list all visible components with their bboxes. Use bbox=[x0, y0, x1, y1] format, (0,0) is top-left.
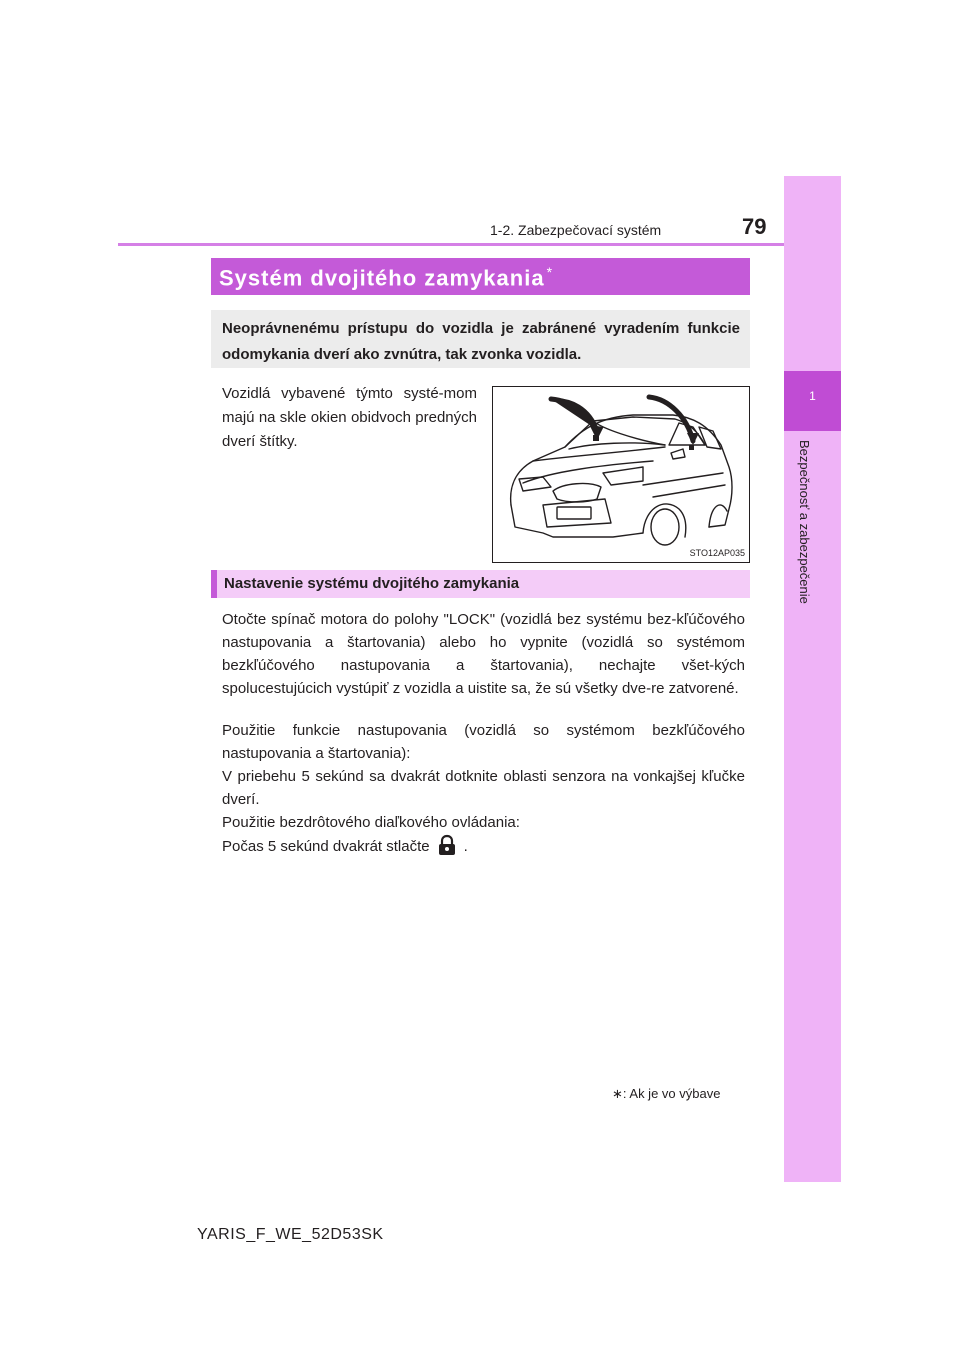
car-illustration bbox=[492, 386, 750, 563]
body-paragraph-2 bbox=[222, 719, 745, 811]
remote-instruction: Počas 5 sekúnd dvakrát stlačte . bbox=[222, 834, 745, 858]
chapter-side-tab bbox=[784, 176, 841, 1182]
car-drawing bbox=[493, 387, 749, 562]
lock-button-icon bbox=[436, 834, 458, 856]
page-title: Systém dvojitého zamykania * bbox=[219, 264, 554, 291]
figure-code: STO12AP035 bbox=[689, 548, 745, 558]
vehicle-label-paragraph: Vozidlá vybavené týmto systé-mom majú na skle okien obidvoch predných dverí štítky. bbox=[222, 385, 477, 450]
footnote: ∗: Ak je vo výbave bbox=[612, 1086, 721, 1101]
entry-function-instruction: V priebehu 5 sekúnd sa dvakrát dotknite oblasti senzora na vonkajšej kľučke dverí. bbox=[222, 768, 745, 808]
section-title: 1-2. Zabezpečovací systém bbox=[490, 222, 662, 238]
body-paragraph-1: Otočte spínač motora do polohy "LOCK" (vozidlá bez systému bez-kľúčového nastupovania a štartovania) alebo ho vypnite (vozidlá so systémom bezkľúčového nastupovania a štartovania), nechajte všet-kých spolucestujúcich vystúpiť z vozidla a uistite sa, že sú všetky dve-re zatvorené. bbox=[222, 611, 745, 697]
body-paragraph-3 bbox=[222, 811, 745, 858]
intro-text: Neoprávnenému prístupu do vozidla je zabránené vyradením funkcie odomykania dverí ako zvnútra, tak zvonka vozidla. bbox=[222, 320, 740, 363]
subheading: Nastavenie systému dvojitého zamykania bbox=[224, 575, 520, 592]
entry-function-heading: Použitie funkcie nastupovania (vozidlá so systémom bezkľúčového nastupovania a štartovania): bbox=[222, 722, 745, 762]
page-number: 79 bbox=[742, 214, 767, 239]
title-footnote-star: * bbox=[546, 264, 554, 280]
chapter-number: 1 bbox=[809, 389, 816, 403]
chapter-label: Bezpečnosť a zabezpečenie bbox=[797, 440, 812, 604]
document-code: YARIS_F_WE_52D53SK bbox=[197, 1226, 384, 1243]
remote-heading: Použitie bezdrôtového diaľkového ovládania: bbox=[222, 814, 520, 831]
header-rule bbox=[118, 243, 784, 246]
